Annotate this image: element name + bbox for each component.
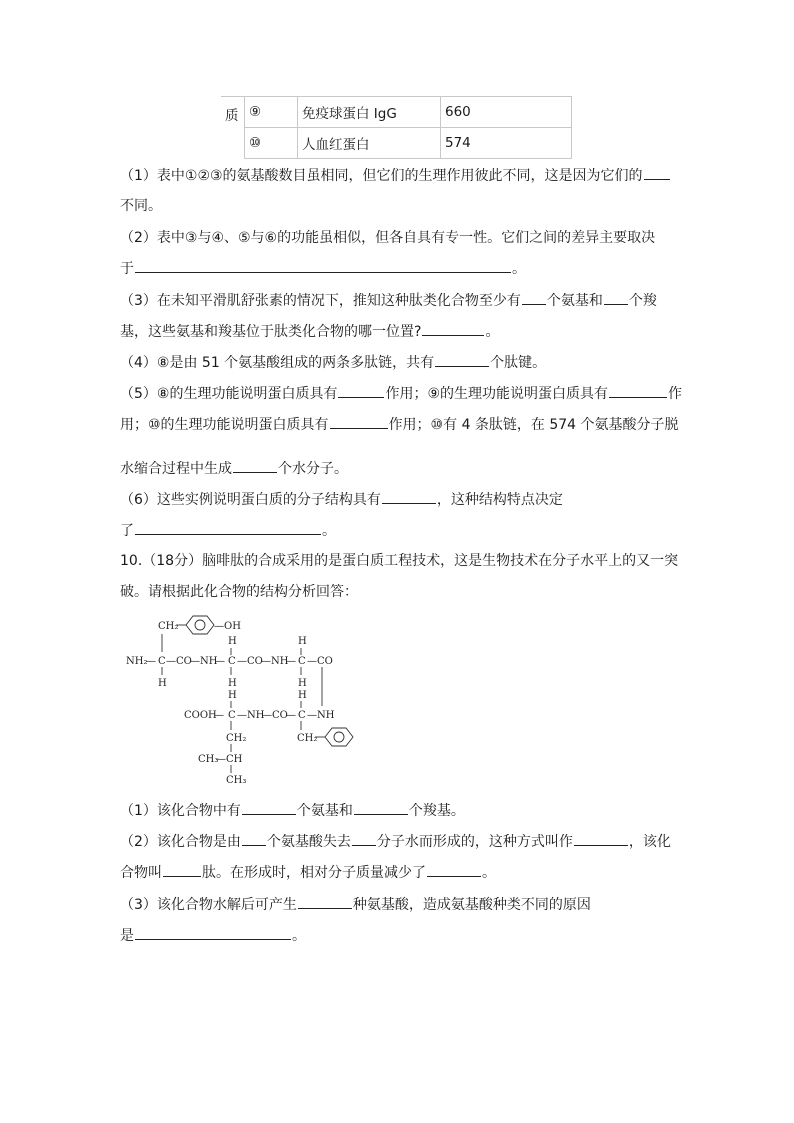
phenol-ring [186,616,214,634]
dash: — [262,710,272,721]
text: （1）该化合物中有 [120,803,241,819]
q9-part1-line1 [120,165,671,186]
nh-label: NH [247,710,265,721]
text: 个氨基酸失去 [266,834,351,850]
q10-part2-line2 [120,862,496,883]
answer-blank[interactable] [382,489,436,504]
text: 个羧 [628,293,657,309]
nh-label: NH [200,656,218,667]
dash: — [166,656,176,667]
h-atom: H [298,678,307,689]
dash: — [216,754,226,765]
protein-table [221,96,572,159]
q9-part6-line2 [120,520,336,541]
text: （2）该化合物是由 [120,834,241,850]
text: 。 [512,261,526,277]
text: （4）⑧是由 51 个氨基酸组成的两条多肽链，共有 [120,355,435,371]
h-atom: H [298,690,307,701]
text: 个氨基和 [296,803,353,819]
c-atom: C [228,710,236,721]
cooh-label: COOH [184,710,217,721]
q9-part1-line2: 不同。 [120,198,162,214]
row-number: ⑨ [245,97,298,128]
protein-name: 免疫球蛋白 IgG [298,97,441,128]
answer-blank[interactable] [338,383,384,398]
dash: — [237,656,247,667]
answer-blank[interactable] [644,165,670,180]
dash: — [146,656,156,667]
text: 用；⑩的生理功能说明蛋白质具有 [120,417,329,433]
answer-blank[interactable] [242,831,266,846]
q10-part2-line1 [120,831,671,852]
answer-blank[interactable] [422,321,484,336]
text: 作用；⑩有 4 条肽链，在 574 个氨基酸分子脱 [388,417,679,433]
answer-blank[interactable] [242,800,296,815]
text: 肽。在形成时，相对分子质量减少了 [202,865,426,881]
answer-blank[interactable] [522,290,546,305]
dash: — [214,710,224,721]
q9-part2-line2 [120,258,526,279]
co-label: CO [247,656,263,667]
text: 种氨基酸，造成氨基酸种类不同的原因 [352,897,591,913]
co-label: CO [317,656,333,667]
ring-circle [334,732,344,742]
text: 。 [482,865,496,881]
answer-blank[interactable] [427,862,481,877]
text: 作 [668,386,683,402]
ch2-label: CH₂ [158,621,179,632]
text: 个肽键。 [490,355,547,371]
answer-blank[interactable] [330,414,388,429]
text: （1）表中①②③的氨基酸数目虽相同，但它们的生理作用彼此不同，这是因为它们的 [120,168,643,184]
co-label: CO [272,710,288,721]
answer-blank[interactable] [609,383,667,398]
dash: — [307,656,317,667]
text: 个水分子。 [278,461,348,477]
answer-blank[interactable] [135,258,511,273]
dash: — [261,656,271,667]
table-row [221,128,572,159]
ring-circle [195,620,205,630]
ch3-label: CH₃ [226,775,247,786]
dash: — [215,656,225,667]
benzene-ring [325,728,353,746]
text: 个氨基和 [546,293,603,309]
nh-label: NH [317,710,335,721]
q10-part1 [120,800,465,821]
text: 个羧基。 [408,803,465,819]
h-atom: H [158,678,167,689]
answer-blank[interactable] [298,894,352,909]
dash: — [307,710,317,721]
q9-part3-line1 [120,290,657,311]
text: （3）在未知平滑肌舒张素的情况下，推知这种肽类化合物至少有 [120,293,521,309]
row-label: 质 [221,97,245,159]
nh2-label: NH₂ [126,656,148,667]
text: 合物叫 [120,865,162,881]
answer-blank[interactable] [163,862,201,877]
q9-part2-line1: （2）表中③与④、⑤与⑥的功能虽相似，但各自具有专一性。它们之间的差异主要取决 [120,230,656,246]
text: （5）⑧的生理功能说明蛋白质具有 [120,386,338,402]
ch2-label: CH₂ [226,733,247,744]
answer-blank[interactable] [574,831,628,846]
text: 于 [120,261,134,277]
q10-intro-line2: 破。请根据此化合物的结构分析回答： [120,584,358,600]
dash: — [190,656,200,667]
amino-acid-count: 660 [441,97,572,128]
enkephalin-structure-diagram [118,612,378,787]
dash: — [237,710,247,721]
q10-intro-line1: 10.（18分）脑啡肽的合成采用的是蛋白质工程技术，这是生物技术在分子水平上的又一突 [120,553,679,569]
q9-part3-line2 [120,321,499,342]
oh-label: —OH [214,621,241,632]
text: （3）该化合物水解后可产生 [120,897,297,913]
c-atom: C [298,710,306,721]
nh-label: NH [271,656,289,667]
answer-blank[interactable] [435,352,489,367]
answer-blank[interactable] [135,925,291,940]
c-atom: C [298,656,306,667]
q10-part3-line1 [120,894,591,915]
protein-name: 人血红蛋白 [298,128,441,159]
h-atom: H [228,678,237,689]
text: ，这种结构特点决定 [436,492,563,508]
h-atom: H [298,636,307,647]
q9-part5-line2 [120,414,679,435]
q9-part5-line3 [120,458,348,479]
answer-blank[interactable] [135,520,321,535]
ch-label: CH [226,754,243,765]
amino-acid-count: 574 [441,128,572,159]
text: 。 [292,928,306,944]
row-number: ⑩ [245,128,298,159]
q9-part4 [120,352,546,373]
ch3-label: CH₃ [198,754,219,765]
text: 基，这些氨基和羧基位于肽类化合物的哪一位置? [120,324,422,340]
answer-blank[interactable] [354,800,408,815]
text: 了 [120,523,134,539]
dash: — [286,710,296,721]
answer-blank[interactable] [233,458,277,473]
text: 水缩合过程中生成 [120,461,232,477]
c-atom: C [228,656,236,667]
co-label: CO [176,656,192,667]
text: 分子水而形成的，这种方式叫作 [376,834,573,850]
dash: — [286,656,296,667]
answer-blank[interactable] [352,831,376,846]
text: （6）这些实例说明蛋白质的分子结构具有 [120,492,381,508]
text: 作用；⑨的生理功能说明蛋白质具有 [385,386,609,402]
text: 。 [322,523,336,539]
c-atom: C [158,656,166,667]
text: 是 [120,928,134,944]
ch2-label: CH₂ [297,733,318,744]
text: 。 [485,324,500,340]
answer-blank[interactable] [604,290,628,305]
q9-part5-line1 [120,383,682,404]
h-atom: H [228,690,237,701]
text: ，该化 [628,834,671,850]
table-row [221,97,572,128]
q10-part3-line2 [120,925,306,946]
h-atom: H [228,636,237,647]
q9-part6-line1 [120,489,563,510]
